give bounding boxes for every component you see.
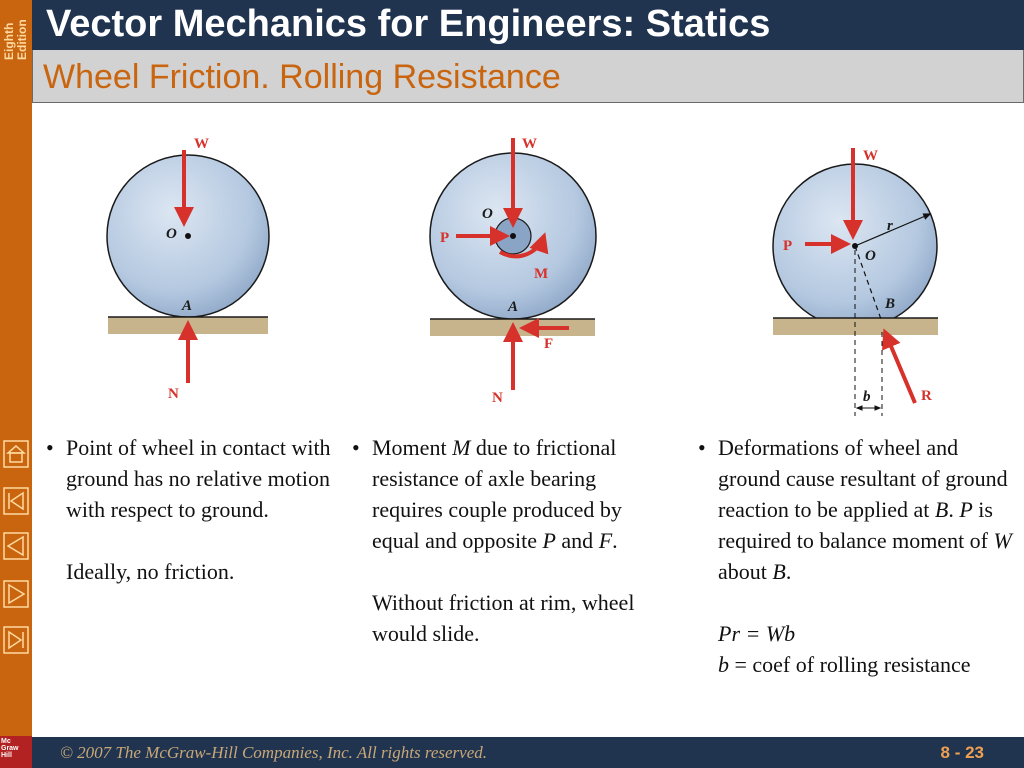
bullet-item: • Deformations of wheel and ground cause resultant of ground reaction to be applied at B. P is required to balance moment of W about B. bbox=[698, 432, 1016, 587]
slide-subtitle: Wheel Friction. Rolling Resistance bbox=[43, 58, 561, 96]
label-n: N bbox=[492, 390, 503, 406]
footer-bar bbox=[32, 737, 1024, 768]
subtitle-bar bbox=[32, 50, 1024, 103]
label-r: r bbox=[887, 218, 893, 234]
resultant-arrow bbox=[885, 332, 915, 403]
label-w: W bbox=[863, 148, 878, 164]
equation-1: Pr = Wb bbox=[718, 621, 796, 646]
equation-2: b = coef of rolling resistance bbox=[718, 652, 971, 677]
figure-wheel-ideal bbox=[100, 128, 280, 408]
label-f: F bbox=[544, 336, 554, 352]
label-a: A bbox=[508, 299, 519, 315]
label-b-dimension: b bbox=[863, 389, 871, 405]
center-point bbox=[852, 243, 858, 249]
label-w: W bbox=[194, 136, 209, 152]
first-slide-icon[interactable] bbox=[3, 487, 29, 515]
label-a: A bbox=[182, 298, 193, 314]
page-number: 8 - 23 bbox=[940, 743, 984, 762]
previous-slide-icon[interactable] bbox=[3, 532, 29, 560]
label-o: O bbox=[865, 248, 876, 264]
bullet-text: Moment M due to frictional resistance of axle bearing requires couple produced by equal and opposite P and F. bbox=[372, 435, 622, 553]
column-2 bbox=[352, 432, 672, 649]
label-p: P bbox=[440, 230, 450, 246]
bullet-item: • Moment M due to frictional resistance of axle bearing requires couple produced by equal and opposite P and F. bbox=[352, 432, 672, 556]
label-o: O bbox=[166, 226, 177, 242]
note-text: Ideally, no friction. bbox=[66, 559, 235, 584]
page-title: Vector Mechanics for Engineers: Statics bbox=[46, 3, 771, 45]
label-w: W bbox=[522, 136, 537, 152]
column-3 bbox=[698, 432, 1016, 680]
svg-text:Edition: Edition bbox=[15, 19, 29, 60]
header-bar bbox=[32, 0, 1024, 50]
label-p: P bbox=[783, 238, 793, 254]
label-n: N bbox=[168, 386, 179, 402]
bullet-text: Point of wheel in contact with ground has no relative motion with respect to ground. bbox=[66, 435, 331, 522]
copyright-text: © 2007 The McGraw-Hill Companies, Inc. All rights reserved. bbox=[60, 743, 488, 762]
home-icon[interactable] bbox=[3, 440, 29, 468]
bullet-text: Deformations of wheel and ground cause resultant of ground reaction to be applied at B. P is required to balance moment of W about B. bbox=[718, 435, 1012, 584]
center-point bbox=[185, 233, 191, 239]
figure-wheel-axle-friction bbox=[420, 128, 620, 413]
bullet-item: • Point of wheel in contact with ground has no relative motion with respect to ground. bbox=[46, 432, 346, 525]
label-b-point: B bbox=[885, 296, 896, 312]
next-slide-icon[interactable] bbox=[3, 580, 29, 608]
label-m: M bbox=[534, 266, 549, 282]
publisher-logo: Mc Graw Hill bbox=[0, 736, 32, 768]
svg-text:Eighth: Eighth bbox=[2, 22, 16, 60]
column-1 bbox=[46, 432, 346, 587]
label-o: O bbox=[482, 206, 493, 222]
center-point bbox=[510, 233, 516, 239]
label-r-force: R bbox=[921, 388, 932, 404]
last-slide-icon[interactable] bbox=[3, 626, 29, 654]
sidebar bbox=[0, 0, 32, 768]
note-text: Without friction at rim, wheel would slide. bbox=[372, 590, 635, 646]
edition-label bbox=[1, 2, 31, 62]
figure-wheel-rolling-resistance bbox=[765, 138, 950, 423]
